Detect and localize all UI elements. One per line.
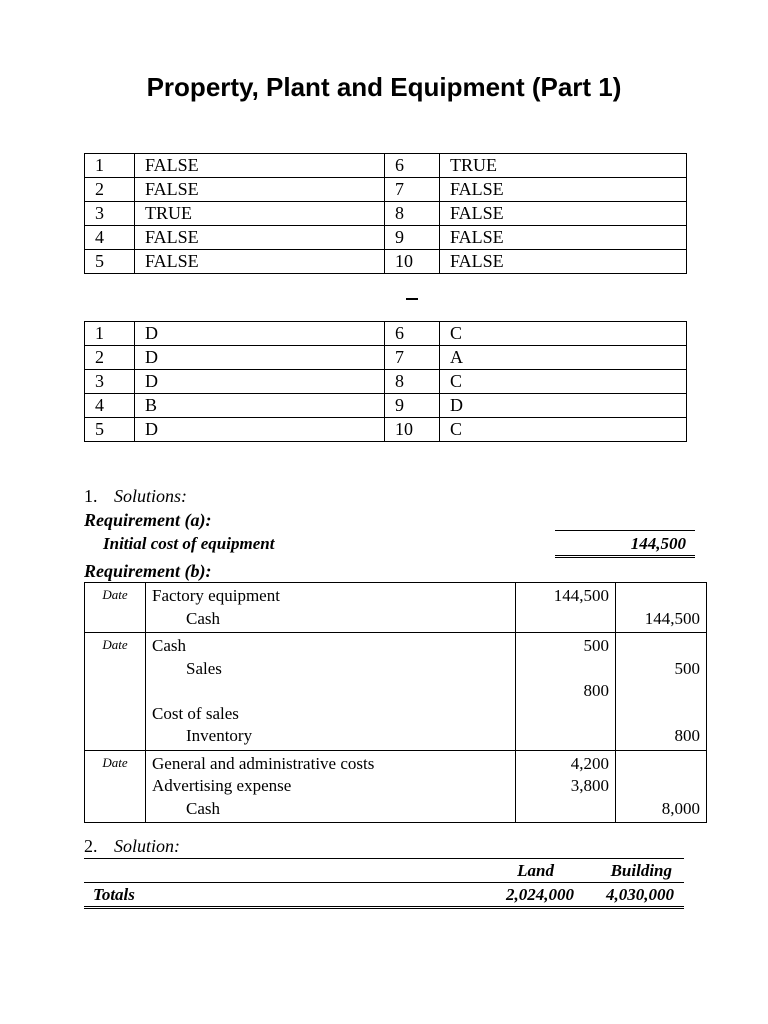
item-number: 5 xyxy=(85,418,135,442)
initial-cost-value: 144,500 xyxy=(630,534,686,553)
answer: B xyxy=(135,394,385,418)
item-number: 2 xyxy=(85,178,135,202)
account-name: Advertising expense xyxy=(152,776,292,795)
answer: C xyxy=(440,418,687,442)
debit-amount: 3,800 xyxy=(570,776,609,795)
answer: D xyxy=(135,346,385,370)
debit-amount: 144,500 xyxy=(553,586,609,605)
true-false-row xyxy=(85,202,687,226)
debit-amount xyxy=(522,798,609,821)
journal-entry xyxy=(85,633,707,751)
item-number: 8 xyxy=(385,370,440,394)
credit-amount: 800 xyxy=(674,726,700,745)
problem-1-heading xyxy=(84,486,187,507)
answer: FALSE xyxy=(135,178,385,202)
building-column-header: Building xyxy=(610,861,672,880)
item-number: 3 xyxy=(85,202,135,226)
debit-amount: 4,200 xyxy=(570,753,609,773)
account-name-column xyxy=(146,750,516,823)
answer: FALSE xyxy=(440,226,687,250)
entry-date: Date xyxy=(85,633,146,751)
totals-land-value: 2,024,000 xyxy=(506,885,574,904)
answer: FALSE xyxy=(135,250,385,274)
answer: TRUE xyxy=(440,154,687,178)
answer: FALSE xyxy=(135,226,385,250)
item-number: 2 xyxy=(85,346,135,370)
credit-amount-column xyxy=(616,583,707,633)
debit-amount: 800 xyxy=(583,681,609,700)
multiple-choice-row xyxy=(85,394,687,418)
land-column-header: Land xyxy=(517,861,554,880)
totals-table xyxy=(84,858,684,909)
answer: FALSE xyxy=(440,250,687,274)
item-number: 5 xyxy=(85,250,135,274)
debit-amount xyxy=(522,703,609,726)
multiple-choice-answer-table xyxy=(84,321,687,442)
debit-amount-column xyxy=(516,583,616,633)
true-false-row xyxy=(85,154,687,178)
account-name-column xyxy=(146,583,516,633)
debit-amount xyxy=(522,658,609,681)
account-name: Cash xyxy=(186,798,220,818)
item-number: 6 xyxy=(385,322,440,346)
item-number: 4 xyxy=(85,394,135,418)
answer: D xyxy=(440,394,687,418)
credit-amount-column xyxy=(616,633,707,751)
multiple-choice-row xyxy=(85,346,687,370)
account-name: Cost of sales xyxy=(152,703,239,723)
item-number: 7 xyxy=(385,178,440,202)
account-name xyxy=(152,680,509,703)
account-name-column xyxy=(146,633,516,751)
page-title: Property, Plant and Equipment (Part 1) xyxy=(146,72,622,102)
answer: C xyxy=(440,370,687,394)
requirement-a-heading: Requirement (a): xyxy=(84,510,212,530)
debit-amount xyxy=(522,608,609,631)
entry-date: Date xyxy=(85,750,146,823)
account-name: Factory equipment xyxy=(152,586,280,605)
initial-cost-label: Initial cost of equipment xyxy=(103,534,275,553)
item-number: 1 xyxy=(85,322,135,346)
journal-entries-table xyxy=(84,582,707,823)
answer: A xyxy=(440,346,687,370)
problem-1-label: Solutions: xyxy=(114,486,188,506)
item-number: 7 xyxy=(385,346,440,370)
true-false-answer-table xyxy=(84,153,687,274)
true-false-row xyxy=(85,226,687,250)
problem-1-number: 1. xyxy=(84,486,98,506)
problem-2-label: Solution: xyxy=(114,836,180,856)
item-number: 1 xyxy=(85,154,135,178)
totals-label: Totals xyxy=(93,885,135,904)
true-false-row xyxy=(85,250,687,274)
item-number: 4 xyxy=(85,226,135,250)
credit-amount: 500 xyxy=(674,658,700,678)
account-name: Inventory xyxy=(186,726,253,745)
item-number: 6 xyxy=(385,154,440,178)
item-number: 10 xyxy=(385,418,440,442)
section-dash xyxy=(406,298,418,300)
answer: TRUE xyxy=(135,202,385,226)
answer: FALSE xyxy=(440,202,687,226)
entry-date: Date xyxy=(85,583,146,633)
item-number: 9 xyxy=(385,394,440,418)
item-number: 10 xyxy=(385,250,440,274)
totals-header-row xyxy=(84,858,684,883)
answer: D xyxy=(135,418,385,442)
credit-amount xyxy=(622,680,700,703)
item-number: 3 xyxy=(85,370,135,394)
problem-2-heading xyxy=(84,836,180,857)
answer: FALSE xyxy=(440,178,687,202)
account-name: General and administrative costs xyxy=(152,753,375,773)
credit-amount: 8,000 xyxy=(661,798,700,818)
multiple-choice-row xyxy=(85,370,687,394)
item-number: 9 xyxy=(385,226,440,250)
account-name: Cash xyxy=(152,636,186,655)
answer: FALSE xyxy=(135,154,385,178)
account-name: Cash xyxy=(186,608,220,628)
journal-entry xyxy=(85,750,707,823)
account-name: Sales xyxy=(186,658,222,678)
credit-amount xyxy=(622,635,700,658)
debit-amount-column xyxy=(516,750,616,823)
answer: D xyxy=(135,370,385,394)
totals-row xyxy=(84,883,684,909)
answer: D xyxy=(135,322,385,346)
debit-amount-column xyxy=(516,633,616,751)
credit-amount-column xyxy=(616,750,707,823)
true-false-row xyxy=(85,178,687,202)
initial-cost-top-rule xyxy=(555,530,695,531)
totals-building-value: 4,030,000 xyxy=(606,885,674,904)
credit-amount xyxy=(622,775,700,798)
requirement-b-heading: Requirement (b): xyxy=(84,561,212,581)
multiple-choice-row xyxy=(85,322,687,346)
journal-entry xyxy=(85,583,707,633)
credit-amount: 144,500 xyxy=(644,608,700,628)
answer: C xyxy=(440,322,687,346)
debit-amount xyxy=(522,725,609,748)
credit-amount xyxy=(622,753,700,776)
multiple-choice-row xyxy=(85,418,687,442)
item-number: 8 xyxy=(385,202,440,226)
debit-amount: 500 xyxy=(583,636,609,655)
credit-amount xyxy=(622,703,700,726)
credit-amount xyxy=(622,585,700,608)
initial-cost-double-rule xyxy=(555,555,695,558)
problem-2-number: 2. xyxy=(84,836,98,856)
